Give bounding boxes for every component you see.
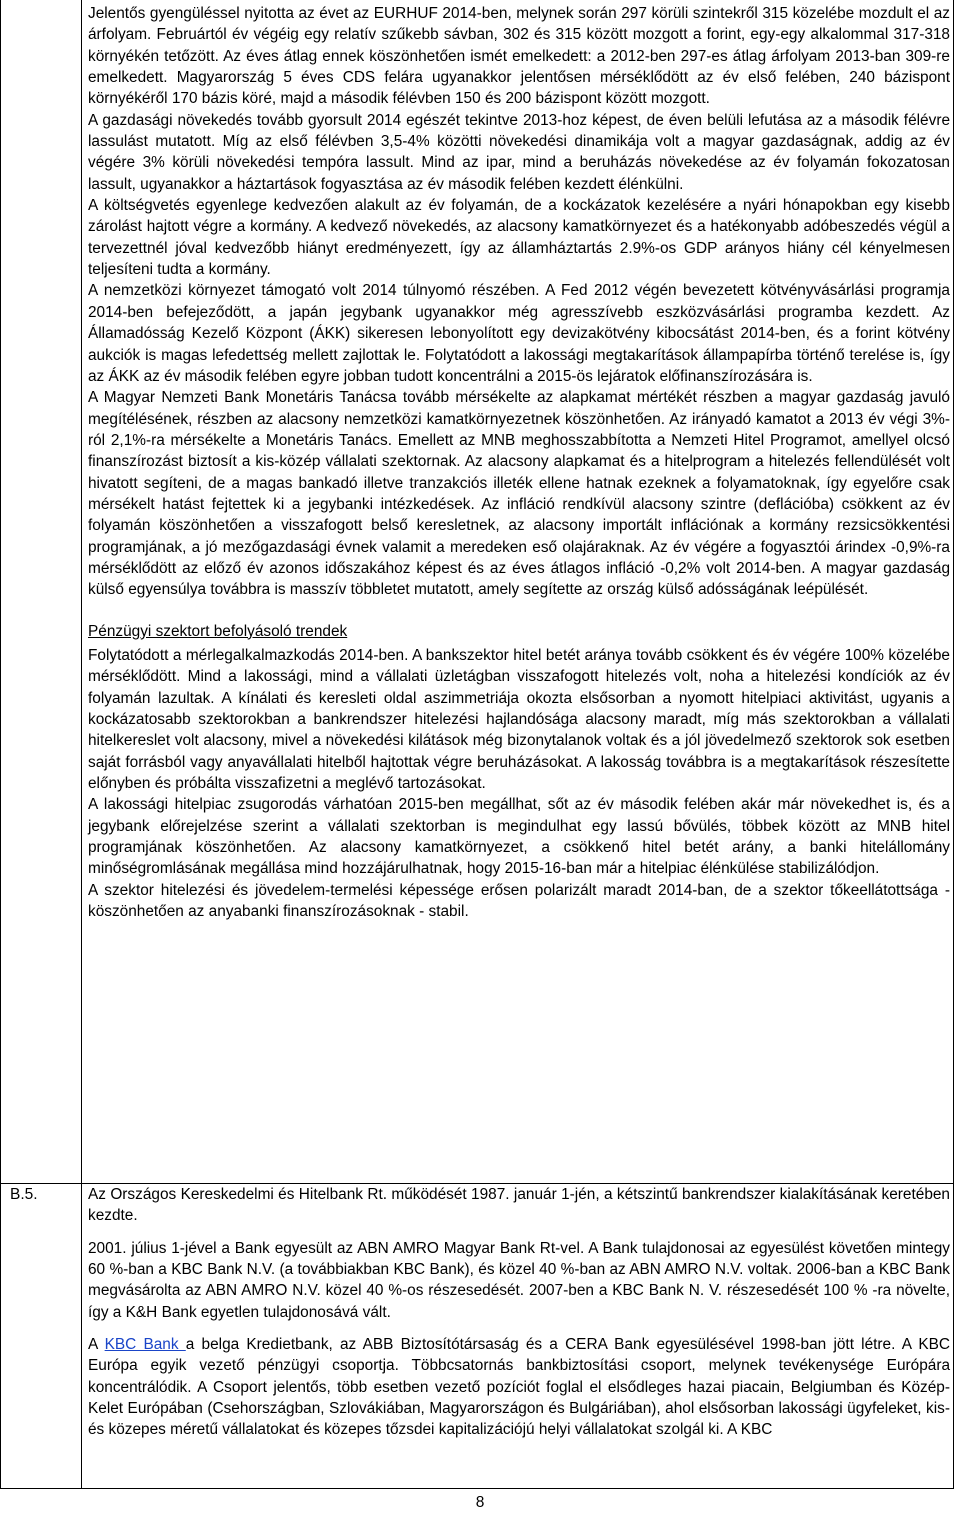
paragraph	[88, 1334, 950, 1441]
paragraph: A költségvetés egyenlege kedvezően alakult az év folyamán, de a kockázatok kezelésére a nyári hónapokban egy kisebb zárolást hajtott végre a kormány. A kedvező növekedés, az alacsony kamatkörnyezet és a hatékonyabb adóbeszedés végül a tervezettnél jóval kedvezőbb hiányt eredményezett, így az államháztartás 2.9%-os GDP arányos hiány cél kényelmesen teljesíteni tudta a kormány.	[88, 197, 950, 279]
right-border	[953, 0, 954, 1489]
section-b5-content	[88, 1184, 950, 1441]
section-heading: Pénzügyi szektort befolyásoló trendek	[88, 622, 348, 640]
paragraph: Jelentős gyengüléssel nyitotta az évet az EURHUF 2014-ben, melynek során 297 körüli szintekről 315 közelébe mozdult el az árfolyam. Februártól év végéig egy relatív szűkebb sávban, 302 és 315 között mozgott a forint, egy-egy alkalommal 317-318 környékén tetőzött. Az éves átlag ennek köszönhetően ismét emelkedett: a 2012-ben 297-es átlag árfolyam 2013-ban 309-re emelkedett. Magyarország 5 éves CDS felára ugyanakkor jelentősen mérséklődött az év első felében, 240 bázispont környékéről 170 bázis köré, majd a második félévben 150 és 200 bázispont között mozgott.	[88, 5, 950, 108]
section-b4-content	[88, 3, 950, 922]
bottom-border	[0, 1488, 954, 1489]
paragraph: A Magyar Nemzeti Bank Monetáris Tanácsa tovább mérsékelte az alapkamat mértékét részben a magyar gazdaság javuló megítélésének, részben az alacsony nemzetközi kamatkörnyezetnek köszönhetően. Az irányadó kamatot a 2013 év végi 3%-ról 2,1%-ra mérsékelte a Monetáris Tanács. Emellett az MNB meghosszabbította a Nemzeti Hitel Programot, amellyel olcsó finanszírozást biztosít a kis-közép vállalati szektornak. Az alacsony alapkamat és a hitelprogram a hitelezés fellendülését volt hivatott segíteni, de a magas bankadó illetve tranzakciós illeték ellene hatnak ezeknek a folyamatoknak, így egyelőre csak mérsékelt hatást fejtettek ki a jegybanki intézkedések. Az infláció rendkívül alacsony szintre (deflációba) csökkent az év folyamán köszönhetően a visszafogott belső keresletnek, az alacsony importált inflációnak a kormány rezsicsökkentési programjának, a jó mezőgazdasági évnek valamit a meredeken eső olajáraknak. Az év végére a fogyasztói árindex -0,9%-ra mérséklődött az előző év azonos időszakához képest és az éves átlagos infláció -0,2% volt 2014-ben. A magyar gazdaság külső egyensúlya továbbra is masszív többletet mutatott, amely segítette az ország külső adósságának leépülését.	[88, 389, 950, 599]
text-fragment: a belga Kredietbank, az ABB Biztosítótársaság és a CERA Bank egyesülésével 1998-ban jött létre. A KBC Európa egyik vezető pénzügyi csoportja. Többcsatornás bankbiztosítási csoport, melynek tevékenysége Európára koncentrálódik. A Csoport jelentős, több esetben vezető pozíciót foglal el elsődleges hazai piacain, Belgiumban és Közép-Kelet Európában (Csehországban, Szlovákiában, Magyarországon és Bulgáriában), ahol elsősorban lakossági ügyfeleket, kis- és közepes méretű vállalatokat és közepes tőzsdei kapitalizációjú helyi vállalatokat szolgál ki. A KBC	[88, 1336, 950, 1439]
paragraph: Az Országos Kereskedelmi és Hitelbank Rt. működését 1987. január 1-jén, a kétszintű bankrendszer kialakításának keretében kezdte.	[88, 1186, 950, 1225]
page-number: 8	[475, 1494, 485, 1511]
text-fragment: A	[88, 1336, 105, 1354]
paragraph: A gazdasági növekedés tovább gyorsult 2014 egészét tekintve 2013-hoz képest, de éven belüli lefutása az a második félévre lassulást mutatott. Míg az első félévben 3,5-4% közötti növekedési dinamikája volt a magyar gazdaságnak, addig az év végére 3% körüli növekedési tempóra lassult. Mind az ipar, mind a beruházás növekedése az év folyamán fokozatosan lassult, ugyanakkor a háztartások fogyasztása az év második felében kezdett élénkülni.	[88, 111, 950, 193]
paragraph: A nemzetközi környezet támogató volt 2014 túlnyomó részében. A Fed 2012 végén bevezetett kötvényvásárlási programja 2014-ben befejeződött, a japán jegybank ugyanakkor még agresszívebb eszközvásárlási programba kezdett. Az Államadósság Kezelő Központ (ÁKK) sikeresen lebonyolított egy devizakötvény kibocsátást 2014-ben, és a forint kötvény aukciók is magas lefedettség mellett zajlottak le. Folytatódott a lakossági megtakarítások állampapírba történő terelése is, így az ÁKK az év második felében egyre jobban tudott koncentrálni a 2015-ös lejáratok előfinanszírozására is.	[88, 282, 950, 385]
kbc-bank-link[interactable]: KBC Bank	[104, 1336, 186, 1354]
column-divider	[81, 0, 82, 1489]
paragraph: A szektor hitelezési és jövedelem-termelési képessége erősen polarizált maradt 2014-ban, de a szektor tőkeellátottsága - köszönhetően az anyabanki finanszírozásoknak - stabil.	[88, 881, 950, 921]
section-label: B.5.	[10, 1186, 38, 1203]
paragraph: Folytatódott a mérlegalkalmazkodás 2014-ben. A bankszektor hitel betét aránya tovább csökkent és év végére 100% közelébe mérséklődött. Mind a lakossági, mind a vállalati üzletágban visszafogott hitelezés volt, noha a hitelezési kondíciók az év folyamán lazultak. A kínálati és keresleti oldal aszimmetriája okozta elsősorban a nyomott hitelpiaci aktivitást, ugyanis a kockázatosabb szektorokban a bankrendszer hitelezési hajlandósága alacsony maradt, míg más szektorokban a vállalati hitelkereslet volt alacsony, mivel a növekedési kilátások még bizonytalanok voltak és a jól jövedelmező szektorok sok esetben saját forrásból vagy anyavállalati hitelből hajtottak végre beruházásokat. A lakosság továbbra is a megtakarítások részesítette előnyben és próbálta visszafizetni a meglévő tartozásokat.	[88, 646, 950, 793]
left-border	[0, 0, 1, 1489]
paragraph: 2001. július 1-jével a Bank egyesült az ABN AMRO Magyar Bank Rt-vel. A Bank tulajdonosai az egyesülést követően mintegy 60 %-ban a KBC Bank N.V. (a továbbiakban KBC Bank), és közel 40 %-ban az ABN AMRO N.V. voltak. 2006-ban a KBC Bank megvásárolta az ABN AMRO N.V. közel 40 %-os részesedését. 2007-ben a KBC Bank N. V. részesedését 100 % -ra növelte, így a K&H Bank egyetlen tulajdonosává vált.	[88, 1239, 950, 1321]
paragraph: A lakossági hitelpiac zsugorodás várhatóan 2015-ben megállhat, sőt az év második felében akár már növekedhet is, és a jegybank előrejelzése szerint a vállalati szektorban is megindulhat egy lassú bővülés, többek között az MNB hitel programjának köszönhetően. Az alacsony kamatkörnyezet, a csökkenő hitel betét arány, a banki hitelállomány minőségromlásának megállása mind hozzájárulhatnak, hogy 2015-16-ban már a hitelpiac élénkülése stabilizálódjon.	[88, 796, 950, 878]
